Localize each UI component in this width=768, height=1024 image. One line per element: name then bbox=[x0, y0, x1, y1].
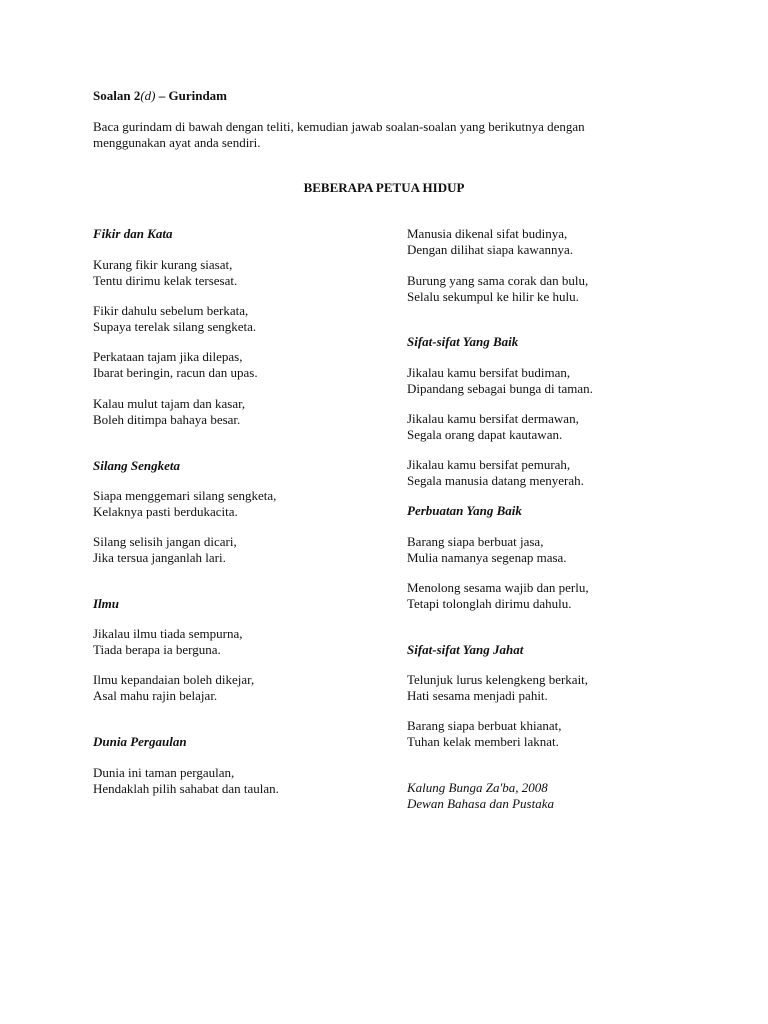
section-title-sifat-jahat: Sifat-sifat Yang Jahat bbox=[407, 642, 524, 657]
instructions-line: Baca gurindam di bawah dengan teliti, kemudian jawab soalan-soalan yang berikutnya dengan bbox=[93, 119, 585, 134]
verse-line: Dunia ini taman pergaulan, bbox=[93, 765, 235, 780]
verse-line: Fikir dahulu sebelum berkata, bbox=[93, 303, 249, 318]
couplet bbox=[93, 765, 279, 796]
verse-line: Barang siapa berbuat khianat, bbox=[407, 718, 562, 733]
couplet bbox=[407, 365, 593, 396]
couplet bbox=[93, 534, 237, 565]
heading-part: (d) bbox=[140, 88, 156, 103]
verse-line: Jikalau kamu bersifat budiman, bbox=[407, 365, 571, 380]
verse-line: Segala manusia datang menyerah. bbox=[407, 472, 584, 488]
source-credit bbox=[407, 780, 554, 811]
verse-line: Jikalau kamu bersifat dermawan, bbox=[407, 411, 579, 426]
heading-prefix: Soalan 2 bbox=[93, 88, 141, 103]
couplet bbox=[93, 488, 276, 519]
couplet bbox=[93, 257, 237, 288]
instructions bbox=[93, 119, 653, 150]
heading-suffix: – Gurindam bbox=[155, 88, 228, 103]
couplet bbox=[407, 534, 567, 565]
instructions-line: menggunakan ayat anda sendiri. bbox=[93, 134, 261, 150]
couplet bbox=[407, 226, 573, 257]
poem-title: BEBERAPA PETUA HIDUP bbox=[303, 180, 465, 195]
verse-line: Dengan dilihat siapa kawannya. bbox=[407, 241, 574, 257]
verse-line: Silang selisih jangan dicari, bbox=[93, 534, 237, 549]
verse-line: Perkataan tajam jika dilepas, bbox=[93, 349, 243, 364]
verse-line: Hendaklah pilih sahabat dan taulan. bbox=[93, 780, 279, 796]
verse-line: Tetapi tolonglah dirimu dahulu. bbox=[407, 595, 572, 611]
verse-line: Jikalau kamu bersifat pemurah, bbox=[407, 457, 571, 472]
section-title-perbuatan-baik: Perbuatan Yang Baik bbox=[407, 503, 522, 518]
verse-line: Tentu dirimu kelak tersesat. bbox=[93, 272, 238, 288]
verse-line: Mulia namanya segenap masa. bbox=[407, 549, 567, 565]
couplet bbox=[407, 457, 584, 488]
verse-line: Kalau mulut tajam dan kasar, bbox=[93, 396, 246, 411]
credit-line: Dewan Bahasa dan Pustaka bbox=[407, 795, 554, 811]
verse-line: Selalu sekumpul ke hilir ke hulu. bbox=[407, 288, 579, 304]
verse-line: Tiada berapa ia berguna. bbox=[93, 641, 221, 657]
credit-line: Kalung Bunga Za'ba, 2008 bbox=[407, 780, 548, 795]
verse-line: Dipandang sebagai bunga di taman. bbox=[407, 380, 593, 396]
verse-line: Telunjuk lurus kelengkeng berkait, bbox=[407, 672, 589, 687]
verse-line: Segala orang dapat kautawan. bbox=[407, 426, 563, 442]
verse-line: Supaya terelak silang sengketa. bbox=[93, 318, 257, 334]
section-title-fikir-dan-kata: Fikir dan Kata bbox=[93, 226, 173, 241]
couplet bbox=[407, 672, 588, 703]
section-title-ilmu: Ilmu bbox=[93, 596, 120, 611]
verse-line: Kelaknya pasti berdukacita. bbox=[93, 503, 238, 519]
couplet bbox=[407, 411, 579, 442]
verse-line: Ibarat beringin, racun dan upas. bbox=[93, 364, 258, 380]
couplet bbox=[407, 273, 588, 304]
verse-line: Barang siapa berbuat jasa, bbox=[407, 534, 544, 549]
verse-line: Siapa menggemari silang sengketa, bbox=[93, 488, 277, 503]
verse-line: Jika tersua janganlah lari. bbox=[93, 549, 226, 565]
couplet bbox=[93, 672, 254, 703]
verse-line: Hati sesama menjadi pahit. bbox=[407, 687, 548, 703]
verse-line: Boleh ditimpa bahaya besar. bbox=[93, 411, 241, 427]
section-title-sifat-baik: Sifat-sifat Yang Baik bbox=[407, 334, 519, 349]
couplet bbox=[93, 396, 245, 427]
couplet bbox=[93, 349, 258, 380]
verse-line: Tuhan kelak memberi laknat. bbox=[407, 733, 559, 749]
couplet bbox=[407, 718, 562, 749]
couplet bbox=[93, 303, 256, 334]
section-title-silang-sengketa: Silang Sengketa bbox=[93, 458, 181, 473]
question-heading bbox=[93, 88, 227, 104]
verse-line: Ilmu kepandaian boleh dikejar, bbox=[93, 672, 255, 687]
verse-line: Manusia dikenal sifat budinya, bbox=[407, 226, 568, 241]
verse-line: Asal mahu rajin belajar. bbox=[93, 687, 218, 703]
verse-line: Kurang fikir kurang siasat, bbox=[93, 257, 233, 272]
couplet bbox=[407, 580, 589, 611]
verse-line: Menolong sesama wajib dan perlu, bbox=[407, 580, 589, 595]
section-title-dunia-pergaulan: Dunia Pergaulan bbox=[93, 734, 187, 749]
verse-line: Burung yang sama corak dan bulu, bbox=[407, 273, 589, 288]
verse-line: Jikalau ilmu tiada sempurna, bbox=[93, 626, 243, 641]
couplet bbox=[93, 626, 242, 657]
